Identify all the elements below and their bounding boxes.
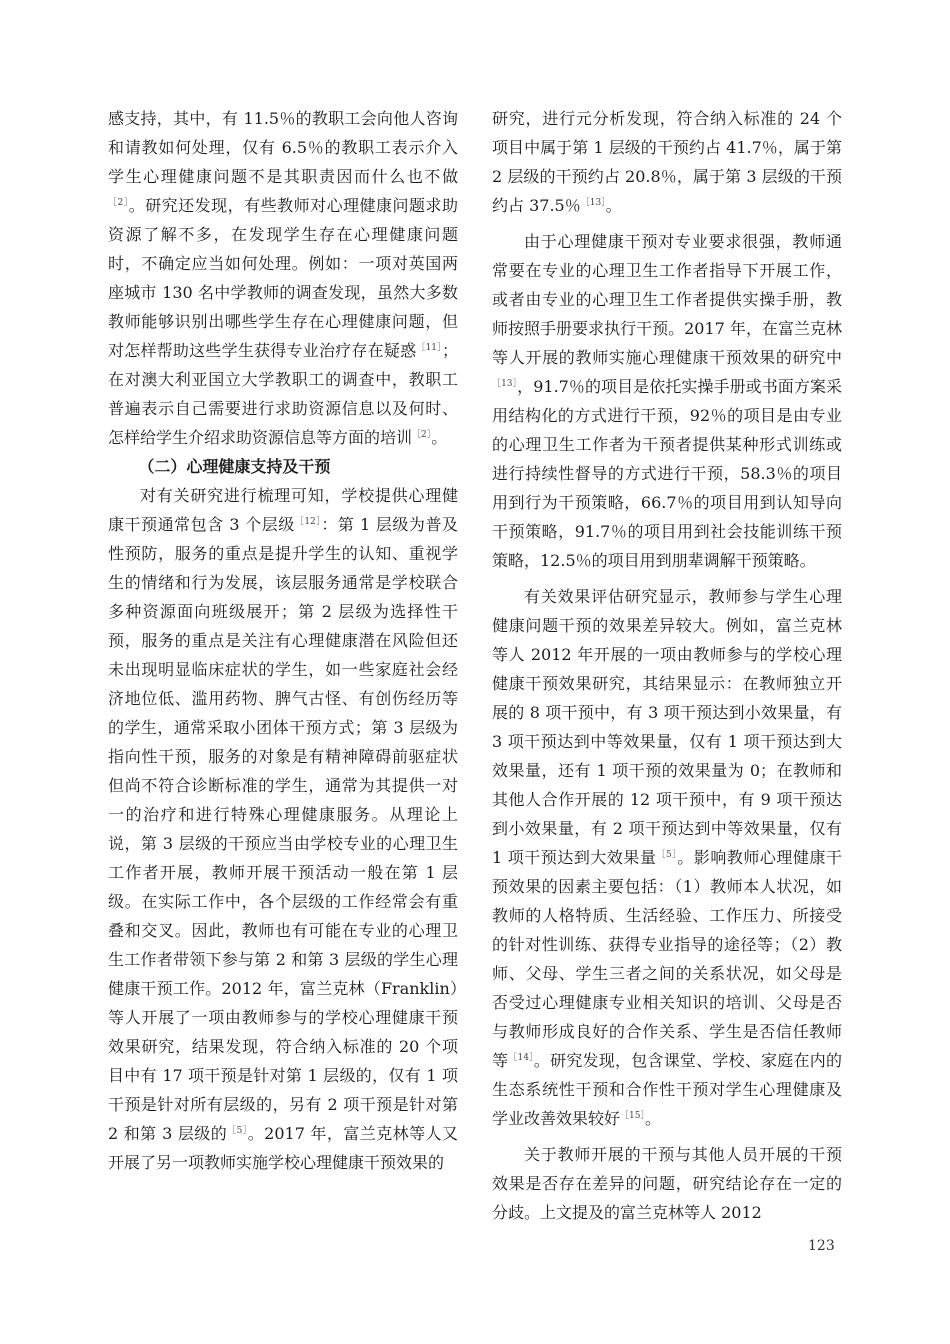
text-run: 。研究还发现，有些教师对心理健康问题求助资源了解不多，在发现学生存在心理健康问题时，不确定应当如何处理。例如：一项对英国两座城市 130 名中学教师的调查发现，虽然大多数教师能够识别出哪些学生存在心理健康问题，但对怎样帮助这些学生获得专业治疗存在疑惑 — [108, 196, 458, 360]
section-heading: （二）心理健康支持及干预 — [138, 457, 331, 476]
text-run: 。2017 年，富兰克林等人又开展了另一项教师实施学校心理健康干预效果的 — [108, 1124, 458, 1172]
citation: ［11］ — [416, 343, 442, 353]
text-run: 。 — [605, 196, 622, 215]
text-run: 由于心理健康干预对专业要求很强，教师通常要在专业的心理卫生工作者指导下开展工作，或者由专业的心理卫生工作者提供实操手册，教师按照手册要求执行干预。2017 年，在富兰克林等人开展的教师实施心理健康干预效果的研究中 — [492, 232, 842, 367]
text-run: 。 — [431, 428, 448, 447]
text-run: 。影响教师心理健康干预效果的因素主要包括：（1）教师本人状况，如教师的人格特质、生活经验、工作压力、所接受的针对性训练、获得专业指导的途径等；（2）教师、父母、学生三者之间的关系状况，如父母是否受过心理健康专业相关知识的培训、父母是否与教师形成良好的合作关系、学生是否信任教师等 — [492, 848, 842, 1070]
text-run: ：第 1 层级为普及性预防，服务的重点是提升学生的认知、重视学生的情绪和行为发展，该层服务通常是学校联合多种资源面向班级展开；第 2 层级为选择性干预，服务的重点是关注有心理健康潜在风险但还未出现明显临床症状的学生，如一些家庭社会经济地位低、滥用药物、脾气古怪、有创伤经历等的学生，通常采取小团体干预方式；第 3 层级为指向性干预，服务的对象是有精神障碍前驱症状但尚不符合诊断标准的学生，通常为其提供一对一的治疗和进行特殊心理健康服务。从理论上说，第 3 层级的干预应当由学校专业的心理卫生工作者开展，教师开展干预活动一般在第 1 层级。在实际工作中，各个层级的工作经常会有重叠和交叉。因此，教师也有可能在专业的心理卫生工作者带领下参与第 2 和第 3 层级的学生心理健康干预工作。2012 年，富兰克林（Franklin）等人开展了一项由教师参与的学校心理健康干预效果研究，结果发现，符合纳入标准的 20 个项目中有 17 项干预是针对第 1 层级的，仅有 1 项干预是针对所有层级的，另有 2 项干预是针对第 2 和第 3 层级的 — [108, 515, 458, 1143]
citation: ［2］ — [412, 430, 432, 440]
paragraph — [492, 1140, 842, 1227]
right-column — [492, 104, 842, 1227]
left-column — [108, 104, 458, 1177]
citation: ［13］ — [580, 198, 606, 208]
paragraph — [108, 481, 458, 1177]
text-run: 对有关研究进行梳理可知，学校提供心理健康干预通常包含 3 个层级 — [108, 486, 458, 534]
citation: ［13］ — [492, 379, 518, 389]
paragraph — [492, 582, 842, 1133]
citation: ［12］ — [294, 517, 322, 527]
text-run: 关于教师开展的干预与其他人员开展的干预效果是否存在差异的问题，研究结论存在一定的分歧。上文提及的富兰克林等人 2012 — [492, 1145, 842, 1222]
text-run: 。研究发现，包含课堂、学校、家庭在内的生态系统性干预和合作性干预对学生心理健康及学业改善效果较好 — [492, 1051, 842, 1128]
text-run: ；在对澳大利亚国立大学教职工的调查中，教职工普遍表示自己需要进行求助资源信息以及何时、怎样给学生介绍求助资源信息等方面的培训 — [108, 341, 458, 447]
paragraph — [492, 104, 842, 220]
text-run: 研究，进行元分析发现，符合纳入标准的 24 个项目中属于第 1 层级的干预约占 41.7％，属于第 2 层级的干预约占 20.8％，属于第 3 层级的干预约占 37.5％ — [492, 109, 842, 215]
paragraph — [108, 104, 458, 452]
text-run: ，91.7％的项目是依托实操手册或书面方案采用结构化的方式进行干预，92％的项目是由专业的心理卫生工作者为干预者提供某种形式训练或进行持续性督导的方式进行干预，58.3％的项目用到行为干预策略，66.7％的项目用到认知导向干预策略，91.7％的项目用到社会技能训练干预策略，12.5％的项目用到朋辈调解干预策略。 — [492, 377, 842, 570]
citation: ［15］ — [620, 1111, 645, 1121]
text-run: 感支持，其中，有 11.5％的教职工会向他人咨询和请教如何处理，仅有 6.5％的教职工表示介入学生心理健康问题不是其职责因而什么也不做 — [108, 109, 458, 186]
text-run: 。 — [644, 1109, 661, 1128]
citation: ［14］ — [508, 1053, 534, 1063]
paragraph — [492, 227, 842, 575]
citation: ［5］ — [227, 1126, 248, 1136]
page-number: 123 — [808, 1238, 835, 1254]
citation: ［5］ — [656, 850, 678, 860]
citation: ［2］ — [108, 198, 129, 208]
text-run: 有关效果评估研究显示，教师参与学生心理健康问题干预的效果差异较大。例如，富兰克林等人 2012 年开展的一项由教师参与的学校心理健康干预效果研究，其结果显示：在教师独立开展的 8 项干预中，有 3 项干预达到小效果量，有 3 项干预达到中等效果量，仅有 1 项干预达到大效果量，还有 1 项干预的效果量为 0；在教师和其他人合作开展的 12 项干预中，有 9 项干预达到小效果量，有 2 项干预达到中等效果量，仅有 1 项干预达到大效果量 — [492, 587, 842, 867]
